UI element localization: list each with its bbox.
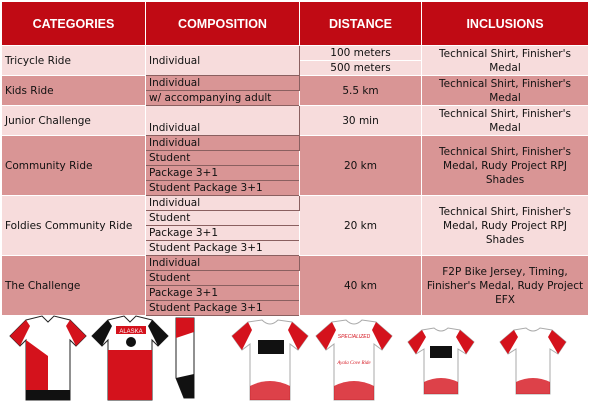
composition-cell: Individual bbox=[146, 136, 300, 151]
inclusions-cell: Technical Shirt, Finisher's Medal, Rudy Project RPJ Shades bbox=[422, 136, 589, 196]
distance-cell: 5.5 km bbox=[300, 76, 422, 106]
table-row bbox=[2, 76, 589, 91]
inclusions-cell: Technical Shirt, Finisher's Medal bbox=[422, 76, 589, 106]
composition-cell: w/ accompanying adult bbox=[146, 91, 300, 106]
ride-logo-text: Ayala Cove Ride bbox=[337, 361, 371, 366]
composition-cell: Individual bbox=[146, 46, 300, 76]
composition-cell: Individual bbox=[146, 256, 300, 271]
header-composition: COMPOSITION bbox=[146, 2, 300, 46]
composition-cell: Package 3+1 bbox=[146, 226, 300, 241]
table-row bbox=[2, 136, 589, 151]
composition-cell: Student bbox=[146, 271, 300, 286]
composition-cell: Package 3+1 bbox=[146, 166, 300, 181]
distance-cell: 40 km bbox=[300, 256, 422, 316]
category-cell: Tricycle Ride bbox=[2, 46, 146, 76]
alaska-logo-text: ALASKA bbox=[119, 329, 143, 335]
table-row bbox=[2, 196, 589, 211]
distance-cell: 30 min bbox=[300, 106, 422, 136]
header-categories: CATEGORIES bbox=[2, 2, 146, 46]
tshirt-small-icon bbox=[408, 328, 474, 394]
distance-cell: 500 meters bbox=[300, 61, 422, 76]
categories-table bbox=[1, 1, 589, 316]
inclusions-cell: Technical Shirt, Finisher's Medal bbox=[422, 46, 589, 76]
composition-cell: Student bbox=[146, 211, 300, 226]
jersey-illustrations bbox=[0, 312, 590, 402]
inclusions-cell: F2P Bike Jersey, Timing, Finisher's Medal, Rudy Project EFX bbox=[422, 256, 589, 316]
bib-shorts-icon bbox=[176, 318, 194, 398]
header-inclusions: INCLUSIONS bbox=[422, 2, 589, 46]
category-cell: The Challenge bbox=[2, 256, 146, 316]
composition-cell: Individual bbox=[146, 106, 300, 136]
composition-cell: Student Package 3+1 bbox=[146, 301, 300, 316]
composition-cell: Student Package 3+1 bbox=[146, 241, 300, 256]
distance-cell: 20 km bbox=[300, 136, 422, 196]
composition-cell: Student bbox=[146, 151, 300, 166]
category-cell: Junior Challenge bbox=[2, 106, 146, 136]
category-cell: Kids Ride bbox=[2, 76, 146, 106]
header-row bbox=[2, 2, 589, 46]
distance-cell: 20 km bbox=[300, 196, 422, 256]
table-row bbox=[2, 256, 589, 271]
table-row bbox=[2, 46, 589, 61]
jersey-front-icon bbox=[10, 316, 86, 400]
alaska-jersey-icon bbox=[92, 316, 168, 400]
composition-cell: Student Package 3+1 bbox=[146, 181, 300, 196]
inclusions-cell: Technical Shirt, Finisher's Medal, Rudy Project RPJ Shades bbox=[422, 196, 589, 256]
specialized-logo-text: SPECIALIZED bbox=[337, 334, 371, 340]
header-distance: DISTANCE bbox=[300, 2, 422, 46]
composition-cell: Individual bbox=[146, 196, 300, 211]
tshirt-back-icon bbox=[500, 328, 566, 394]
tshirt-icon bbox=[232, 320, 308, 400]
category-cell: Community Ride bbox=[2, 136, 146, 196]
inclusions-cell: Technical Shirt, Finisher's Medal bbox=[422, 106, 589, 136]
distance-cell: 100 meters bbox=[300, 46, 422, 61]
specialized-tshirt-icon bbox=[316, 320, 392, 400]
category-cell: Foldies Community Ride bbox=[2, 196, 146, 256]
composition-cell: Package 3+1 bbox=[146, 286, 300, 301]
composition-cell: Individual bbox=[146, 76, 300, 91]
